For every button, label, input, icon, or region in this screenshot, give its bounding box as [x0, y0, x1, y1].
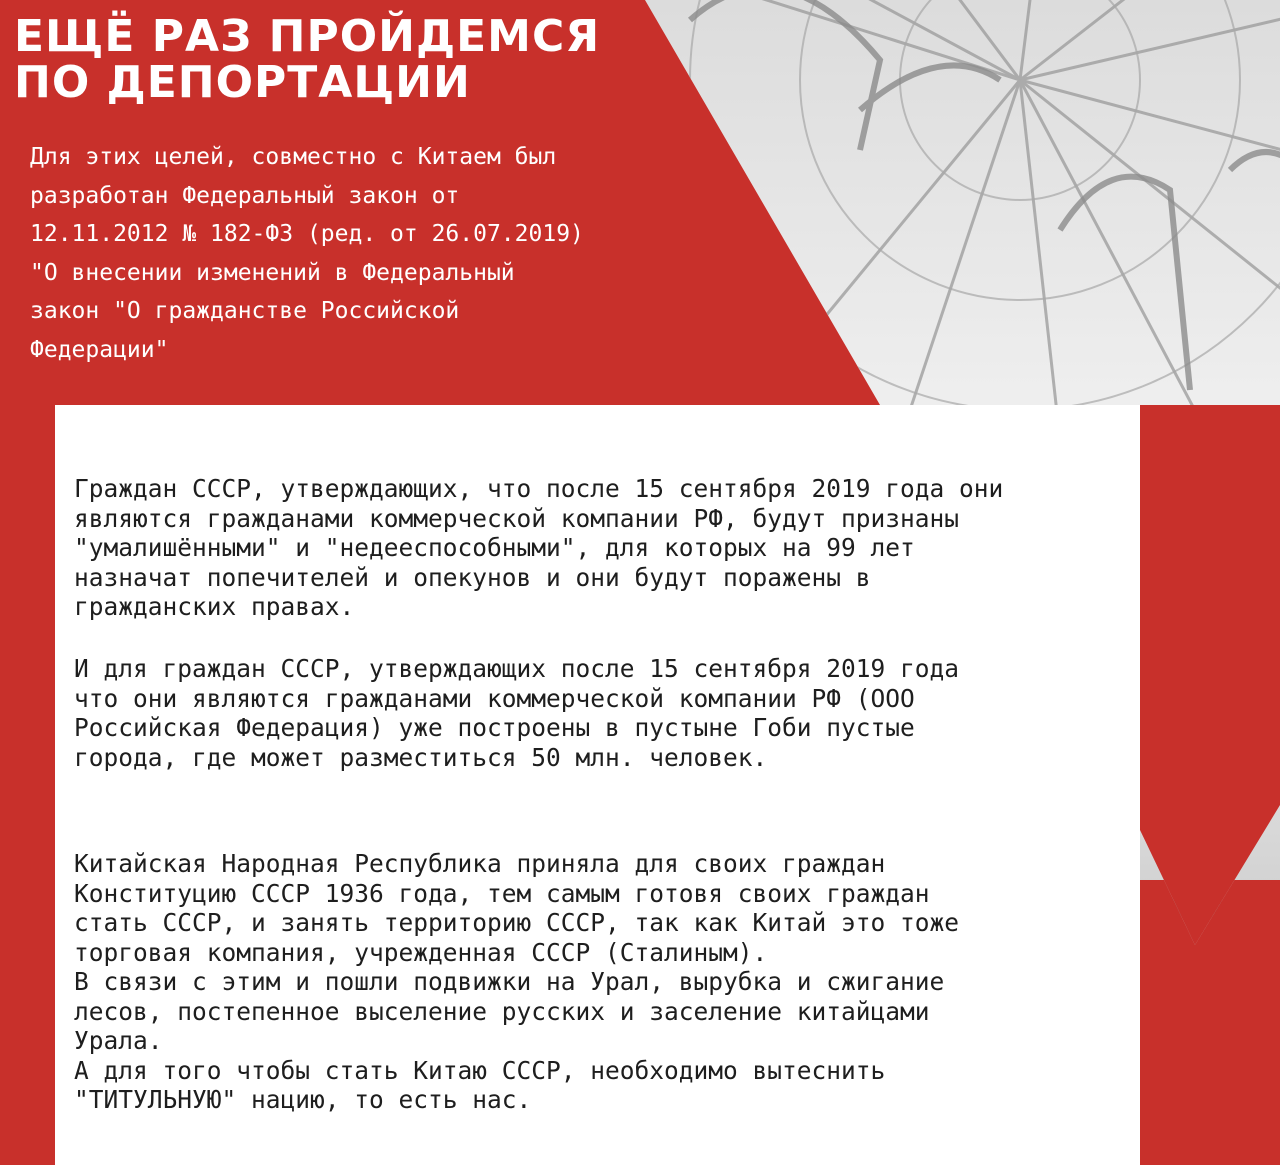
text-line: В связи с этим и пошли подвижки на Урал, вырубка и сжигание	[74, 967, 945, 996]
paragraph-2	[74, 654, 1134, 772]
title-line: ЕЩЁ РАЗ ПРОЙДЕМСЯ	[14, 11, 601, 62]
intro-line: Федерации"	[30, 336, 169, 363]
intro-line: закон "О гражданстве Российской	[30, 298, 460, 324]
page-title	[14, 11, 634, 108]
text-line: "ТИТУЛЬНУЮ" нацию, то есть нас.	[74, 1085, 532, 1114]
paragraph-1	[74, 474, 1134, 622]
intro-line: "О внесении изменений в Федеральный	[30, 259, 515, 286]
content-card	[55, 405, 1140, 1165]
text-line: Граждан СССР, утверждающих, что после 15 сентября 2019 года они	[74, 474, 1004, 503]
text-line: назначат попечителей и опекунов и они будут поражены в	[74, 562, 871, 592]
intro-text	[30, 138, 670, 369]
text-line: что они являются гражданами коммерческой компании РФ (ООО	[74, 683, 915, 713]
text-line: гражданских правах.	[74, 592, 355, 621]
text-line: Китайская Народная Республика приняла для своих граждан	[74, 849, 886, 878]
text-line: лесов, постепенное выселение русских и заселение китайцами	[74, 996, 930, 1026]
text-line: стать СССР, и занять территорию СССР, так как Китай это тоже	[74, 908, 960, 937]
text-line: Урала.	[74, 1026, 163, 1055]
intro-line: разработан Федеральный закон от	[30, 182, 460, 209]
text-line: являются гражданами коммерческой компании РФ, будут признаны	[74, 503, 960, 533]
text-line: А для того чтобы стать Китаю СССР, необходимо вытеснить	[74, 1055, 886, 1085]
title-line: ПО ДЕПОРТАЦИИ	[14, 57, 471, 108]
text-line: "умалишёнными" и "недееспособными", для которых на 99 лет	[74, 533, 915, 562]
text-line: Конституцию СССР 1936 года, тем самым готовя своих граждан	[74, 878, 930, 908]
intro-line: Для этих целей, совместно с Китаем был	[30, 144, 557, 170]
text-line: города, где может разместиться 50 млн. человек.	[74, 742, 768, 772]
text-line: Российская Федерация) уже построены в пустыне Гоби пустые	[74, 713, 915, 742]
text-line: торговая компания, учрежденная СССР (Сталиным).	[74, 937, 768, 967]
intro-line: 12.11.2012 № 182-ФЗ (ред. от 26.07.2019)	[30, 221, 584, 247]
paragraph-3	[74, 849, 1134, 1115]
text-line: И для граждан СССР, утверждающих после 15 сентября 2019 года	[74, 654, 960, 683]
